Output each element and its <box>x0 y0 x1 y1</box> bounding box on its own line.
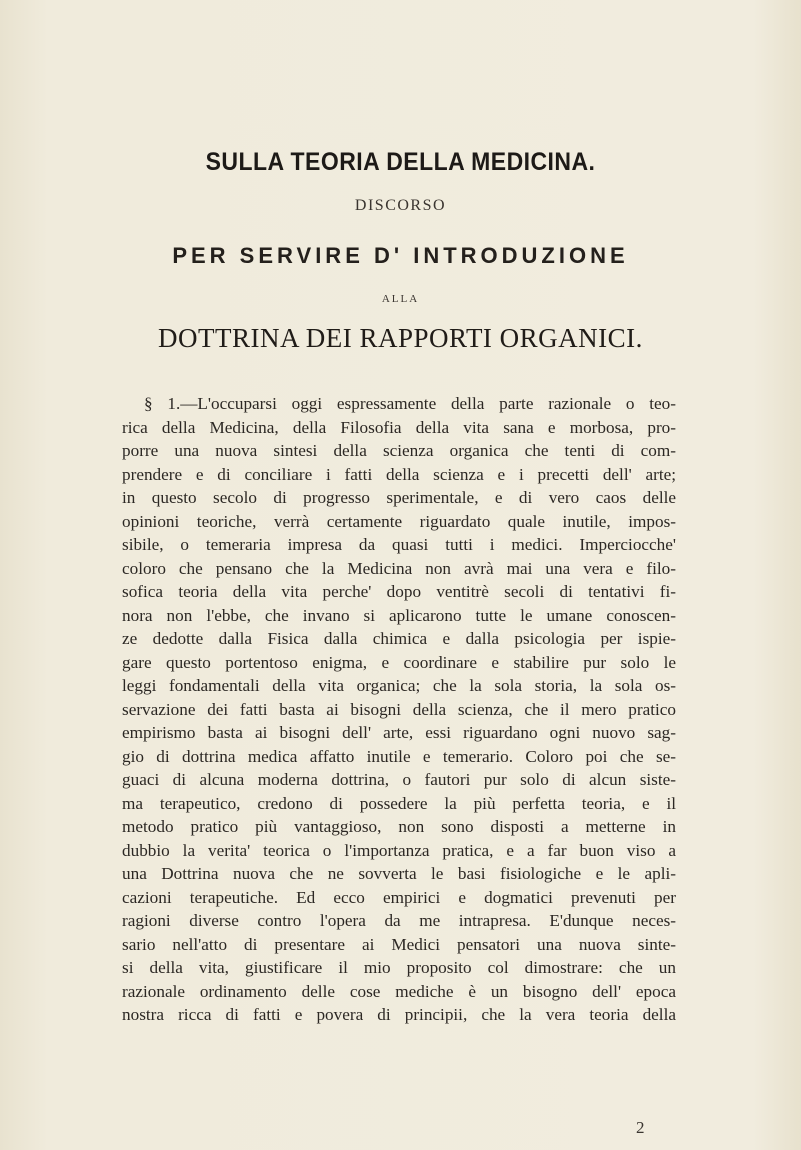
text-line: guaci di alcuna moderna dottrina, o fautori pur solo di alcun siste- <box>122 770 676 789</box>
text-line: nora non l'ebbe, che invano si aplicarono tutte le umane conoscen- <box>122 605 676 625</box>
text-line: ragioni diverse contro l'opera da me intrapresa. E'dunque neces- <box>122 911 676 930</box>
text-line: sibile, o temeraria impresa da quasi tutti i medici. Imperciocche' <box>122 535 676 554</box>
text-line: porre una nuova sintesi della scienza organica che tenti di com- <box>122 441 676 460</box>
body-paragraph <box>122 392 676 1027</box>
subtitle-introduzione: PER SERVIRE D' INTRODUZIONE <box>172 243 629 268</box>
text-line: si della vita, giustificare il mio proposito col dimostrare: che un <box>122 958 676 977</box>
text-line: metodo pratico più vantaggioso, non sono disposti a metterne in <box>122 817 676 836</box>
text-line: empirismo basta ai bisogni dell' arte, essi riguardano ogni nuovo sag- <box>122 723 676 742</box>
text-line: § 1.—L'occuparsi oggi espressamente della parte razionale o teo- <box>144 394 676 413</box>
text-line: ma terapeutico, credono di possedere la più perfetta teoria, e il <box>122 793 676 813</box>
text-line: servazione dei fatti basta ai bisogni della scienza, che il mero pratico <box>122 699 676 719</box>
text-line: rica della Medicina, della Filosofia della vita sana e morbosa, pro- <box>122 417 676 437</box>
signature-mark: 2 <box>636 1118 645 1137</box>
main-title: SULLA TEORIA DELLA MEDICINA. <box>205 148 596 176</box>
text-line: sario nell'atto di presentare ai Medici pensatori una nuova sinte- <box>122 934 676 954</box>
text-line: in questo secolo di progresso sperimentale, e di vero caos delle <box>122 488 676 507</box>
subtitle-dottrina: DOTTRINA DEI RAPPORTI ORGANICI. <box>158 323 643 353</box>
text-line: leggi fondamentali della vita organica; che la sola storia, la sola os- <box>122 676 676 695</box>
text-line: coloro che pensano che la Medicina non avrà mai una vera e filo- <box>122 558 676 578</box>
text-line: cazioni terapeutiche. Ed ecco empirici e dogmatici prevenuti per <box>122 887 676 907</box>
text-line: gare questo portentoso enigma, e coordinare e stabilire pur solo le <box>122 652 676 672</box>
text-line: dubbio la verita' teorica o l'importanza pratica, e a far buon viso a <box>122 840 676 860</box>
text-line: opinioni teoriche, verrà certamente riguardato quale inutile, impos- <box>122 511 676 531</box>
text-line: sofica teoria della vita perche' dopo ventitrè secoli di tentativi fi- <box>122 582 676 601</box>
text-line: una Dottrina nuova che ne sovverta le basi fisiologiche e le apli- <box>122 864 676 883</box>
subtitle-discorso: DISCORSO <box>354 197 447 214</box>
text-line: nostra ricca di fatti e povera di principii, che la vera teoria della <box>122 1005 676 1024</box>
text-line: prendere e di conciliare i fatti della scienza e i precetti dell' arte; <box>122 464 676 484</box>
text-line: razionale ordinamento delle cose mediche è un bisogno dell' epoca <box>122 981 676 1001</box>
subtitle-alla: ALLA <box>381 293 420 305</box>
text-line: gio di dottrina medica affatto inutile e temerario. Coloro poi che se- <box>122 746 676 766</box>
text-line: ze dedotte dalla Fisica dalla chimica e dalla psicologia per ispie- <box>122 629 676 648</box>
